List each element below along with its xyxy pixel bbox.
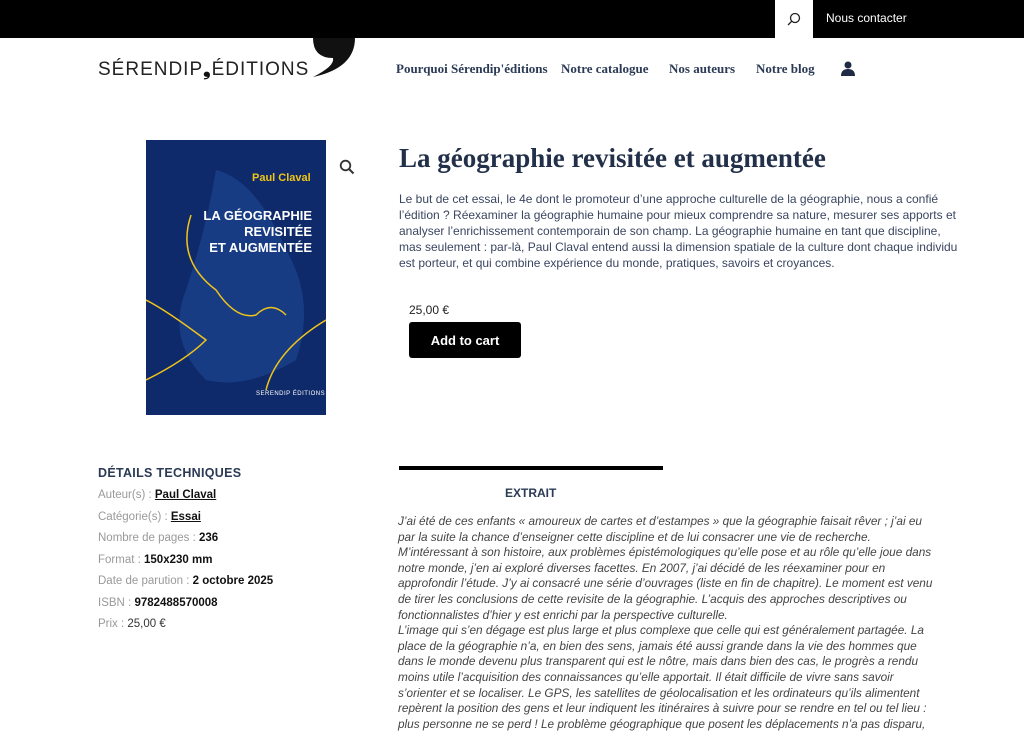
price-label: Prix : bbox=[98, 618, 128, 630]
nav-pourquoi[interactable]: Pourquoi Sérendip'éditions bbox=[396, 61, 548, 76]
comma-decoration bbox=[305, 30, 357, 80]
date-label: Date de parution : bbox=[98, 575, 193, 587]
contact-link[interactable]: Nous contacter bbox=[826, 11, 907, 25]
excerpt-paragraph: L’image qui s’en dégage est plus large et plus complexe que celle qui est généralement partagée. La place de la géographie n’a, en bien des sens, jamais été aussi grande dans la vie des hommes que dans le monde devenu plus transparent qui est le nôtre, mais dans bien des cas, le progrès a rendu moins utile l’acquisition des connaissances qu’elle apportait. Il était difficile de vivre sans savoir s’orienter et se localiser. Le GPS, les satellites de géolocalisation et les ordinateurs qu’ils alimentent repèrent la position des gens et leur indiquent les itinéraires à suivre pour se rendre en tel ou tel lieu : plus personne ne se perd ! Le problème géographique que posent les déplacements n’a pas disparu, bbox=[398, 623, 927, 731]
pages-value: 236 bbox=[199, 532, 219, 544]
cover-title: LA GÉOGRAPHIE REVISITÉE ET AUGMENTÉE bbox=[203, 208, 312, 255]
format-label: Format : bbox=[98, 553, 145, 566]
cover-author: Paul Claval bbox=[252, 172, 311, 184]
technical-details bbox=[98, 466, 273, 640]
author-label: Auteur(s) : bbox=[98, 489, 155, 501]
nav-blog[interactable]: Notre blog bbox=[756, 61, 815, 76]
logo-text: SÉRENDIP bbox=[98, 59, 204, 80]
excerpt-paragraph: J’ai été de ces enfants « amoureux de cartes et d’estampes » que la géographie faisait rêver ; j’ai eu par la suite la chance d’enseigner cette discipline et de lui consacrer une vie de recherche. M’intéressant à son histoire, aux problèmes épistémologiques qu’elle pose et au rôle qu’elle joue dans notre monde, j’en ai exploré diverses facettes. En 2007, j’ai décidé de les réexaminer pour en approfondir l’étude. J’y ai consacré une série d’ouvrages (liste en fin de chapitre). Le moment est venu de tirer les conclusions de cette revisite de la géographie. L’acquis des approches descriptives ou fonctionnalistes d’hier y est enrichi par la perspective culturelle. bbox=[398, 514, 933, 622]
section-divider bbox=[399, 466, 663, 470]
excerpt-text bbox=[398, 514, 938, 732]
category-link[interactable]: Essai bbox=[170, 510, 201, 523]
author-link[interactable]: Paul Claval bbox=[154, 489, 217, 501]
add-to-cart-button[interactable]: Add to cart bbox=[409, 322, 521, 358]
product-description: Le but de cet essai, le 4e dont le promoteur d’une approche culturelle de la géographie, nous a confié l’édition ? Réexaminer la géographie humaine pour mieux comprendre sa nature, mesurer ses apports et analyser l’enrichissement contemporain de son champ. La géographie humaine en tant que discipline, mas seulement : par-là, Paul Claval entend aussi la dimension spatiale de la culture dont chaque individu est porteur, et qui combine expérience du monde, pratiques, savoirs et croyances. bbox=[399, 192, 958, 270]
nav-catalogue[interactable]: Notre catalogue bbox=[561, 61, 649, 76]
product-price: 25,00 € bbox=[409, 303, 450, 317]
logo-text-2: ÉDITIONS bbox=[211, 59, 310, 80]
logo-comma: ❟ bbox=[203, 59, 212, 80]
cover-publisher: SERENDIP ÉDITIONS bbox=[256, 391, 326, 397]
zoom-image-icon[interactable] bbox=[339, 159, 355, 175]
user-account-icon[interactable] bbox=[841, 61, 855, 76]
product-title: La géographie revisitée et augmentée bbox=[399, 143, 826, 173]
pages-label: Nombre de pages : bbox=[98, 532, 200, 544]
price-value: 25,00 € bbox=[127, 618, 166, 630]
nav-auteurs[interactable]: Nos auteurs bbox=[669, 61, 736, 76]
site-logo[interactable] bbox=[98, 59, 309, 81]
book-cover-image[interactable] bbox=[146, 140, 326, 415]
date-value: 2 octobre 2025 bbox=[192, 575, 274, 587]
category-label: Catégorie(s) : bbox=[98, 510, 171, 523]
excerpt-heading: EXTRAIT bbox=[505, 486, 557, 500]
search-icon bbox=[787, 12, 801, 26]
search-button[interactable] bbox=[775, 0, 813, 38]
details-heading: DÉTAILS TECHNIQUES bbox=[98, 466, 242, 480]
format-value: 150x230 mm bbox=[144, 553, 213, 566]
isbn-value: 9782488570008 bbox=[134, 596, 218, 609]
isbn-label: ISBN : bbox=[98, 596, 135, 609]
